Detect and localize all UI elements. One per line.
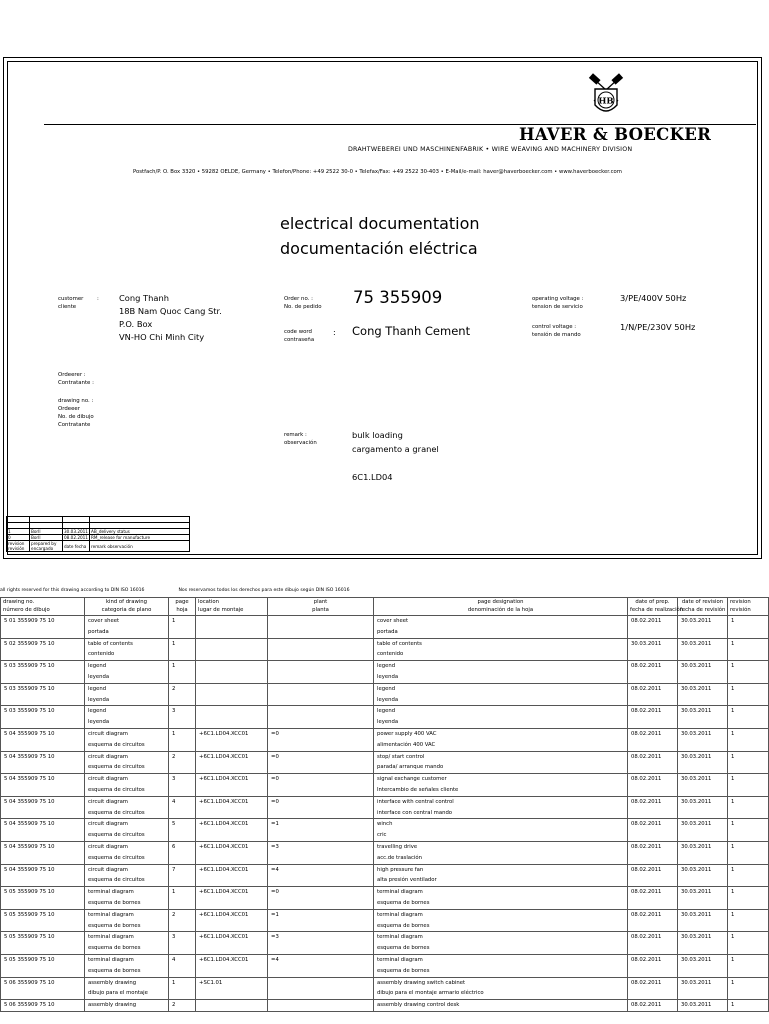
location-cell: +6C1.LD04.XCC01 bbox=[196, 909, 268, 932]
page-cell: 5 bbox=[169, 819, 196, 842]
customer-address bbox=[119, 292, 222, 344]
prep-date-cell: 08.02.2011 bbox=[628, 751, 678, 774]
col-date-of-prep: date of prep. fecha de realización bbox=[628, 598, 678, 616]
plant-cell bbox=[268, 977, 374, 1000]
revision-cell: 1 bbox=[728, 977, 769, 1000]
revision-date-cell: 30.03.2011 bbox=[678, 683, 728, 706]
plant-cell: =0 bbox=[268, 796, 374, 819]
cover-sheet bbox=[3, 57, 762, 559]
drawing-no-cell: 5 04 355909 75 10 bbox=[1, 864, 85, 887]
kind-cell: assembly drawing bbox=[85, 1000, 169, 1012]
revision-date-cell: 30.03.2011 bbox=[678, 728, 728, 751]
designation-cell: assembly drawing control desk bbox=[374, 1000, 628, 1012]
plant-cell: =3 bbox=[268, 932, 374, 955]
revision-date-cell: 30.03.2011 bbox=[678, 638, 728, 661]
table-row bbox=[1, 932, 769, 955]
revision-cell: 1 bbox=[728, 796, 769, 819]
haver-boecker-logo-icon bbox=[587, 75, 625, 119]
remark-line2: cargamento a granel bbox=[352, 444, 439, 454]
prep-date-cell: 08.02.2011 bbox=[628, 841, 678, 864]
plant-cell bbox=[268, 706, 374, 729]
kind-cell: legend leyenda bbox=[85, 683, 169, 706]
drawing-no-cell: 5 04 355909 75 10 bbox=[1, 796, 85, 819]
revision-date-cell: 30.03.2011 bbox=[678, 661, 728, 684]
designation-cell: legend leyenda bbox=[374, 661, 628, 684]
remark-line3: 6C1.LD04 bbox=[352, 472, 393, 482]
revision-row: 1 Borll 30.03.2011 AB_delivery status bbox=[7, 529, 190, 535]
location-cell: +6C1.LD04.XCC01 bbox=[196, 751, 268, 774]
order-label: Order no. : No. de pedido bbox=[284, 296, 322, 310]
kind-cell: terminal diagram esquema de bornes bbox=[85, 887, 169, 910]
orderer-label: Ordeerer : Contratante : bbox=[58, 372, 94, 386]
plant-cell bbox=[268, 638, 374, 661]
drawing-no-label: drawing no. : Ordeeer No. de dibujo Contratante bbox=[58, 398, 94, 428]
col-date-of-revision: date of revision fecha de revisión bbox=[678, 598, 728, 616]
prep-date-cell: 08.02.2011 bbox=[628, 796, 678, 819]
table-row bbox=[1, 661, 769, 684]
plant-cell: =0 bbox=[268, 774, 374, 797]
code-word-value: Cong Thanh Cement bbox=[352, 324, 471, 338]
drawing-no-cell: 5 04 355909 75 10 bbox=[1, 728, 85, 751]
prep-date-cell: 08.02.2011 bbox=[628, 909, 678, 932]
table-row bbox=[1, 774, 769, 797]
remark-values bbox=[352, 428, 439, 484]
kind-cell: terminal diagram esquema de bornes bbox=[85, 909, 169, 932]
revision-cell: 1 bbox=[728, 683, 769, 706]
revision-date-cell: 30.03.2011 bbox=[678, 796, 728, 819]
location-cell bbox=[196, 1000, 268, 1012]
table-row bbox=[1, 706, 769, 729]
revision-cell: 1 bbox=[728, 774, 769, 797]
remark-line1: bulk loading bbox=[352, 430, 403, 440]
designation-cell: travelling drive acc.de traslación bbox=[374, 841, 628, 864]
table-row bbox=[1, 841, 769, 864]
location-cell bbox=[196, 661, 268, 684]
kind-cell: circuit diagram esquema de circuitos bbox=[85, 796, 169, 819]
location-cell: +6C1.LD04.XCC01 bbox=[196, 728, 268, 751]
kind-cell: circuit diagram esquema de circuitos bbox=[85, 864, 169, 887]
kind-cell: terminal diagram esquema de bornes bbox=[85, 932, 169, 955]
kind-cell: terminal diagram esquema de bornes bbox=[85, 954, 169, 977]
customer-box: P.O. Box bbox=[119, 319, 153, 329]
drawing-no-cell: 5 04 355909 75 10 bbox=[1, 841, 85, 864]
designation-cell: terminal diagram esquema de bornes bbox=[374, 909, 628, 932]
location-cell bbox=[196, 616, 268, 639]
header-divider bbox=[44, 124, 756, 125]
svg-text:HB: HB bbox=[598, 96, 614, 107]
prep-date-cell: 08.02.2011 bbox=[628, 819, 678, 842]
prep-date-cell: 08.02.2011 bbox=[628, 887, 678, 910]
location-cell: +6C1.LD04.XCC01 bbox=[196, 841, 268, 864]
table-row bbox=[1, 796, 769, 819]
kind-cell: circuit diagram esquema de circuitos bbox=[85, 841, 169, 864]
designation-cell: terminal diagram esquema de bornes bbox=[374, 932, 628, 955]
revision-date-cell: 30.03.2011 bbox=[678, 751, 728, 774]
revision-date-cell: 30.03.2011 bbox=[678, 841, 728, 864]
location-cell: +6C1.LD04.XCC01 bbox=[196, 796, 268, 819]
prep-date-cell: 08.02.2011 bbox=[628, 616, 678, 639]
prep-date-cell: 08.02.2011 bbox=[628, 706, 678, 729]
prep-date-cell: 08.02.2011 bbox=[628, 864, 678, 887]
drawing-no-cell: 5 06 355909 75 10 bbox=[1, 977, 85, 1000]
prep-date-cell: 08.02.2011 bbox=[628, 774, 678, 797]
kind-cell: circuit diagram esquema de circuitos bbox=[85, 819, 169, 842]
customer-street: 18B Nam Quoc Cang Str. bbox=[119, 306, 222, 316]
plant-cell bbox=[268, 683, 374, 706]
operating-voltage-label: operating voltage : tension de servicio bbox=[532, 296, 584, 310]
customer-label: customer cliente bbox=[58, 296, 84, 310]
drawing-no-cell: 5 06 355909 75 10 bbox=[1, 1000, 85, 1012]
customer-city: VN-HO Chi Minh City bbox=[119, 332, 205, 342]
col-page: page hoja bbox=[169, 598, 196, 616]
table-row bbox=[1, 887, 769, 910]
page-cell: 1 bbox=[169, 661, 196, 684]
designation-cell: table of contents contenido bbox=[374, 638, 628, 661]
prep-date-cell: 08.02.2011 bbox=[628, 954, 678, 977]
drawing-no-cell: 5 03 355909 75 10 bbox=[1, 706, 85, 729]
revision-cell: 1 bbox=[728, 616, 769, 639]
designation-cell: assembly drawing switch cabinet dibujo para el montaje armario eléctrico bbox=[374, 977, 628, 1000]
designation-cell: cover sheet portada bbox=[374, 616, 628, 639]
kind-cell: assembly drawing dibujo para el montaje bbox=[85, 977, 169, 1000]
revision-cell: 1 bbox=[728, 751, 769, 774]
drawing-no-cell: 5 04 355909 75 10 bbox=[1, 751, 85, 774]
plant-cell: =0 bbox=[268, 728, 374, 751]
revision-cell: 1 bbox=[728, 864, 769, 887]
location-cell bbox=[196, 706, 268, 729]
drawing-no-cell: 5 01 355909 75 10 bbox=[1, 616, 85, 639]
page-cell: 7 bbox=[169, 864, 196, 887]
revision-date-cell: 30.03.2011 bbox=[678, 616, 728, 639]
table-row bbox=[1, 977, 769, 1000]
plant-cell: =4 bbox=[268, 864, 374, 887]
revision-cell: 1 bbox=[728, 638, 769, 661]
revision-row: 0 Borll 08.02.2011 RM_release for manufacture bbox=[7, 535, 190, 541]
location-cell bbox=[196, 683, 268, 706]
customer-name: Cong Thanh bbox=[119, 293, 169, 303]
revision-cell: 1 bbox=[728, 1000, 769, 1012]
code-word-colon: : bbox=[333, 328, 336, 337]
kind-cell: circuit diagram esquema de circuitos bbox=[85, 774, 169, 797]
table-row bbox=[1, 638, 769, 661]
plant-cell: =0 bbox=[268, 751, 374, 774]
revision-cell: 1 bbox=[728, 909, 769, 932]
page-cell: 2 bbox=[169, 683, 196, 706]
prep-date-cell: 08.02.2011 bbox=[628, 728, 678, 751]
kind-cell: table of contents contenido bbox=[85, 638, 169, 661]
col-kind-of-drawing: kind of drawing categoria de plano bbox=[85, 598, 169, 616]
revision-date-cell: 30.03.2011 bbox=[678, 909, 728, 932]
table-row bbox=[1, 683, 769, 706]
customer-colon: : bbox=[97, 296, 99, 302]
revision-date-cell: 30.03.2011 bbox=[678, 977, 728, 1000]
table-row bbox=[1, 819, 769, 842]
designation-cell: terminal diagram esquema de bornes bbox=[374, 954, 628, 977]
kind-cell: cover sheet portada bbox=[85, 616, 169, 639]
designation-cell: legend leyenda bbox=[374, 706, 628, 729]
drawing-no-cell: 5 05 355909 75 10 bbox=[1, 932, 85, 955]
plant-cell bbox=[268, 616, 374, 639]
designation-cell: high pressure fan alta presión ventilador bbox=[374, 864, 628, 887]
revision-date-cell: 30.03.2011 bbox=[678, 887, 728, 910]
table-row bbox=[1, 864, 769, 887]
location-cell: +6C1.LD04.XCC01 bbox=[196, 887, 268, 910]
plant-cell bbox=[268, 1000, 374, 1012]
plant-cell: =4 bbox=[268, 954, 374, 977]
contents-table bbox=[0, 597, 769, 1012]
company-name: HAVER & BOECKER bbox=[519, 125, 712, 144]
page-cell: 3 bbox=[169, 774, 196, 797]
prep-date-cell: 08.02.2011 bbox=[628, 683, 678, 706]
operating-voltage-value: 3/PE/400V 50Hz bbox=[620, 293, 687, 303]
drawing-no-cell: 5 05 355909 75 10 bbox=[1, 909, 85, 932]
plant-cell: =1 bbox=[268, 819, 374, 842]
revision-date-cell: 30.03.2011 bbox=[678, 864, 728, 887]
location-cell: +6C1.LD04.XCC01 bbox=[196, 774, 268, 797]
table-row bbox=[1, 1000, 769, 1012]
revision-date-cell: 30.03.2011 bbox=[678, 706, 728, 729]
title-english: electrical documentation bbox=[280, 214, 480, 233]
page-cell: 1 bbox=[169, 887, 196, 910]
revision-cell: 1 bbox=[728, 819, 769, 842]
page-cell: 2 bbox=[169, 909, 196, 932]
drawing-no-cell: 5 03 355909 75 10 bbox=[1, 683, 85, 706]
revision-cell: 1 bbox=[728, 932, 769, 955]
kind-cell: legend leyenda bbox=[85, 706, 169, 729]
page-cell: 1 bbox=[169, 616, 196, 639]
company-division: DRAHTWEBEREI UND MASCHINENFABRIK • WIRE WEAVING AND MACHINERY DIVISION bbox=[348, 146, 633, 153]
page-cell: 6 bbox=[169, 841, 196, 864]
location-cell: +6C1.LD04.XCC01 bbox=[196, 954, 268, 977]
kind-cell: circuit diagram esquema de circuitos bbox=[85, 728, 169, 751]
location-cell: +6C1.LD04.XCC01 bbox=[196, 819, 268, 842]
drawing-no-cell: 5 02 355909 75 10 bbox=[1, 638, 85, 661]
drawing-no-cell: 5 04 355909 75 10 bbox=[1, 819, 85, 842]
table-row bbox=[1, 954, 769, 977]
prep-date-cell: 30.03.2011 bbox=[628, 638, 678, 661]
page-cell: 1 bbox=[169, 638, 196, 661]
table-row bbox=[1, 751, 769, 774]
revision-date-cell: 30.03.2011 bbox=[678, 954, 728, 977]
table-row bbox=[1, 616, 769, 639]
kind-cell: circuit diagram esquema de circuitos bbox=[85, 751, 169, 774]
revision-date-cell: 30.03.2011 bbox=[678, 774, 728, 797]
col-revision: revision revisión bbox=[728, 598, 769, 616]
location-cell: +6C1.LD04.XCC01 bbox=[196, 932, 268, 955]
col-drawing-no: drawing no. número de dibujo bbox=[1, 598, 85, 616]
revision-cell: 1 bbox=[728, 706, 769, 729]
page-cell: 1 bbox=[169, 977, 196, 1000]
company-address: Postfach/P. O. Box 3320 • 59282 OELDE, Germany • Telefon/Phone: +49 2522 30-0 • Telefax/Fax: +49 2522 30-403 • E-Mail/e-mail: haver@haverboecker.com • www.haverboecker.com bbox=[133, 169, 622, 175]
revision-cell: 1 bbox=[728, 661, 769, 684]
title-spanish: documentación eléctrica bbox=[280, 239, 478, 258]
location-cell bbox=[196, 638, 268, 661]
revision-date-cell: 30.03.2011 bbox=[678, 819, 728, 842]
page-cell: 2 bbox=[169, 1000, 196, 1012]
page-cell: 4 bbox=[169, 796, 196, 819]
designation-cell: signal exchange customer Intercambio de señales cliente bbox=[374, 774, 628, 797]
table-row bbox=[1, 909, 769, 932]
designation-cell: legend leyenda bbox=[374, 683, 628, 706]
designation-cell: winch cric bbox=[374, 819, 628, 842]
revision-table bbox=[6, 516, 190, 552]
location-cell: +SC1.01 bbox=[196, 977, 268, 1000]
designation-cell: stop/ start control parada/ arranque mando bbox=[374, 751, 628, 774]
page-cell: 4 bbox=[169, 954, 196, 977]
control-voltage-value: 1/N/PE/230V 50Hz bbox=[620, 322, 696, 332]
page-cell: 1 bbox=[169, 728, 196, 751]
page-cell: 3 bbox=[169, 932, 196, 955]
kind-cell: legend leyenda bbox=[85, 661, 169, 684]
plant-cell: =3 bbox=[268, 841, 374, 864]
contents-header-row bbox=[1, 598, 769, 616]
drawing-no-cell: 5 05 355909 75 10 bbox=[1, 887, 85, 910]
col-plant: plant planta bbox=[268, 598, 374, 616]
remark-label: remark : observación bbox=[284, 432, 317, 446]
drawing-no-cell: 5 03 355909 75 10 bbox=[1, 661, 85, 684]
col-location: location lugar de montaje bbox=[196, 598, 268, 616]
revision-header-row: revision revisión prepared by encargado date fecha remark observación bbox=[7, 541, 190, 552]
revision-date-cell: 30.03.2011 bbox=[678, 1000, 728, 1012]
prep-date-cell: 08.02.2011 bbox=[628, 661, 678, 684]
page-cell: 3 bbox=[169, 706, 196, 729]
location-cell: +6C1.LD04.XCC01 bbox=[196, 864, 268, 887]
revision-cell: 1 bbox=[728, 954, 769, 977]
code-word-label: code word contraseña bbox=[284, 329, 315, 343]
plant-cell bbox=[268, 661, 374, 684]
prep-date-cell: 08.02.2011 bbox=[628, 977, 678, 1000]
designation-cell: interface with central control interface con central mando bbox=[374, 796, 628, 819]
drawing-no-cell: 5 05 355909 75 10 bbox=[1, 954, 85, 977]
drawing-no-cell: 5 04 355909 75 10 bbox=[1, 774, 85, 797]
designation-cell: power supply 400 VAC alimentación 400 VAC bbox=[374, 728, 628, 751]
prep-date-cell: 08.02.2011 bbox=[628, 1000, 678, 1012]
revision-cell: 1 bbox=[728, 728, 769, 751]
copyright-notice: all rights reserved for this drawing according to DIN ISO 16016 Nos reservamos todos los derechos para este dibujo según DIN ISO 16016 bbox=[0, 588, 350, 593]
revision-cell: 1 bbox=[728, 887, 769, 910]
plant-cell: =0 bbox=[268, 887, 374, 910]
plant-cell: =1 bbox=[268, 909, 374, 932]
revision-date-cell: 30.03.2011 bbox=[678, 932, 728, 955]
col-page-designation: page designation denominación de la hoja bbox=[374, 598, 628, 616]
table-row bbox=[1, 728, 769, 751]
page-cell: 2 bbox=[169, 751, 196, 774]
order-number: 75 355909 bbox=[353, 288, 443, 307]
revision-cell: 1 bbox=[728, 841, 769, 864]
control-voltage-label: control voltage : tensión de mando bbox=[532, 324, 581, 338]
designation-cell: terminal diagram esquema de bornes bbox=[374, 887, 628, 910]
prep-date-cell: 08.02.2011 bbox=[628, 932, 678, 955]
